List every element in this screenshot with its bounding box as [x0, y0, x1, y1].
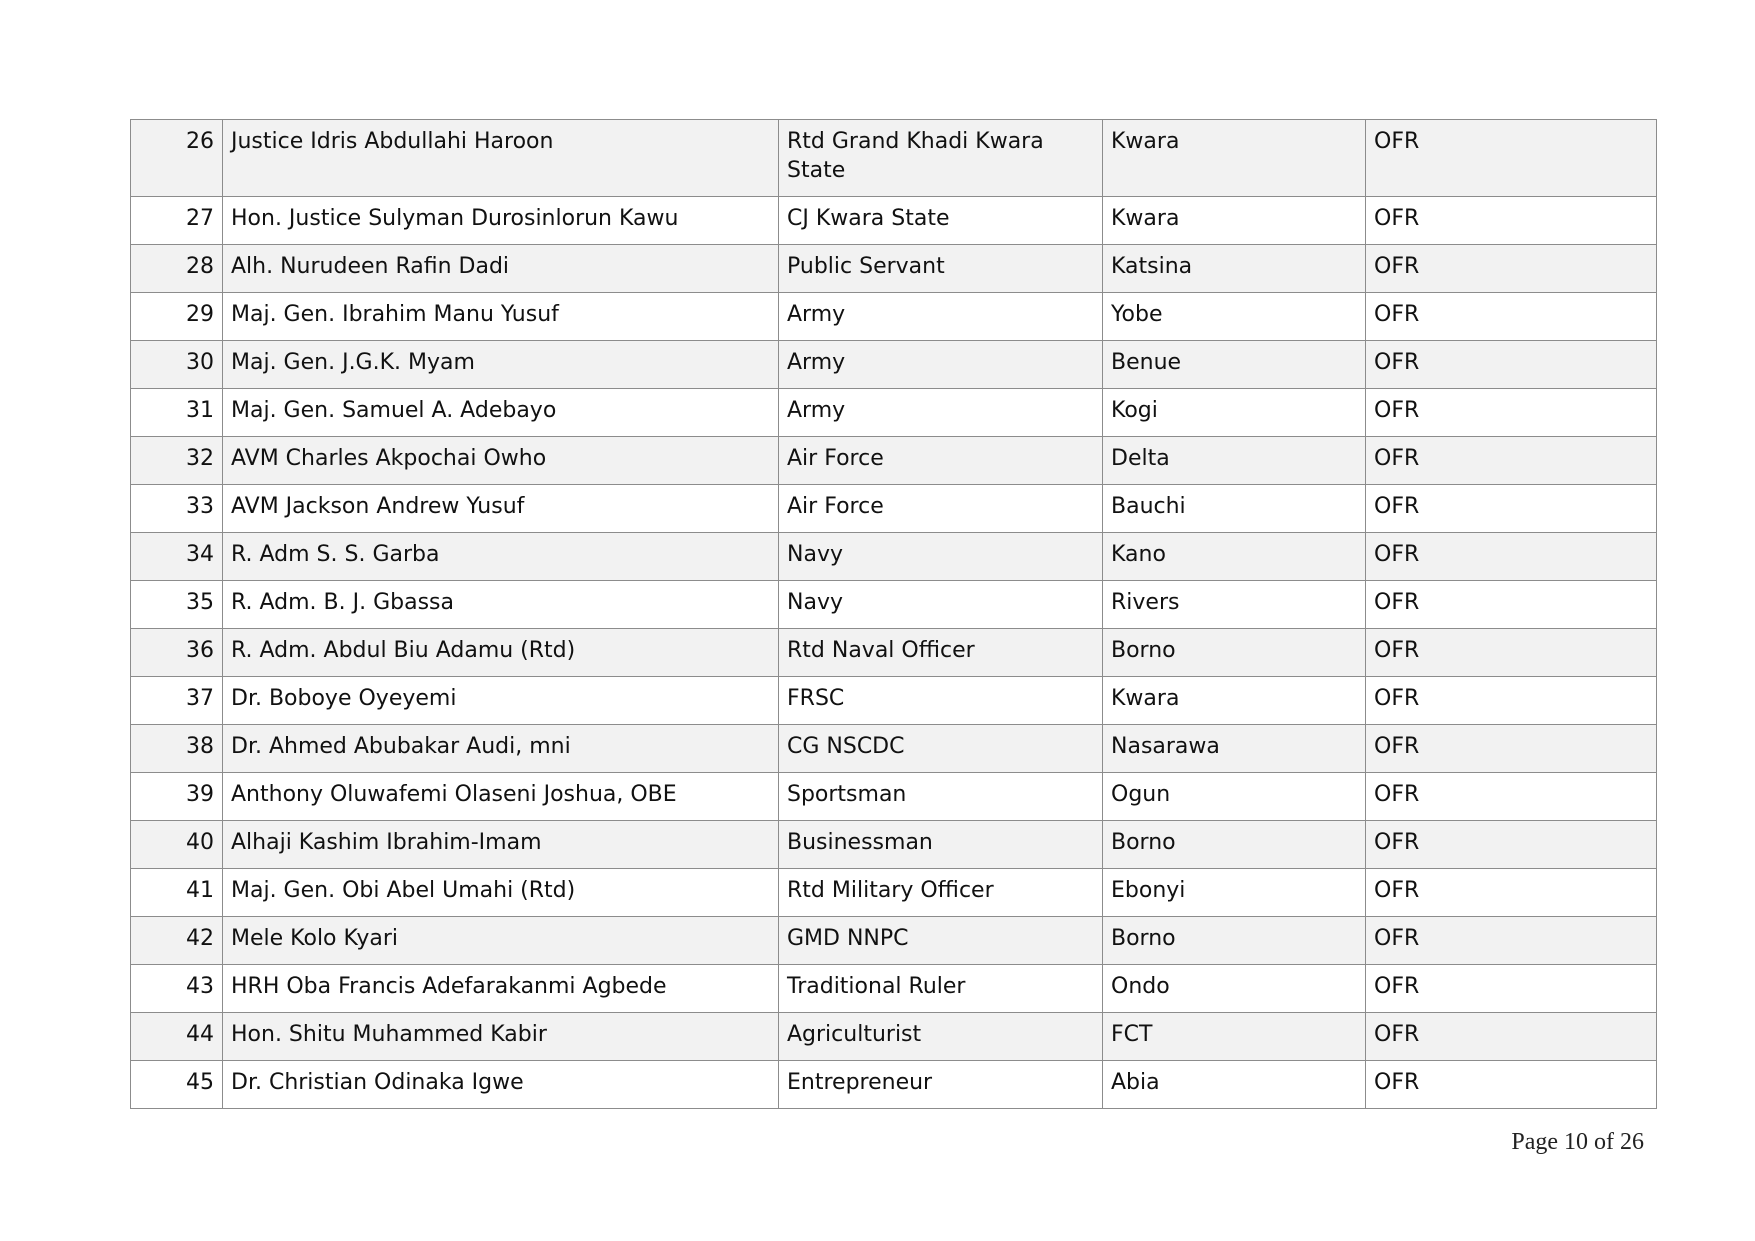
table-row [131, 533, 1657, 581]
name-cell: Alh. Nurudeen Rafin Dadi [223, 245, 779, 293]
table-row [131, 917, 1657, 965]
state-cell: Kwara [1103, 120, 1366, 197]
name-cell: Maj. Gen. Samuel A. Adebayo [223, 389, 779, 437]
name-cell: Maj. Gen. Ibrahim Manu Yusuf [223, 293, 779, 341]
award-cell: OFR [1366, 821, 1657, 869]
award-cell: OFR [1366, 677, 1657, 725]
award-cell: OFR [1366, 485, 1657, 533]
serial-number-cell: 39 [131, 773, 223, 821]
designation-cell: Rtd Grand Khadi Kwara State [779, 120, 1103, 197]
name-cell: AVM Charles Akpochai Owho [223, 437, 779, 485]
designation-cell: CG NSCDC [779, 725, 1103, 773]
state-cell: Benue [1103, 341, 1366, 389]
name-cell: Dr. Ahmed Abubakar Audi, mni [223, 725, 779, 773]
award-cell: OFR [1366, 389, 1657, 437]
state-cell: Nasarawa [1103, 725, 1366, 773]
state-cell: Katsina [1103, 245, 1366, 293]
name-cell: R. Adm. Abdul Biu Adamu (Rtd) [223, 629, 779, 677]
table-row [131, 341, 1657, 389]
table-row [131, 821, 1657, 869]
state-cell: Yobe [1103, 293, 1366, 341]
serial-number-cell: 34 [131, 533, 223, 581]
serial-number-cell: 40 [131, 821, 223, 869]
serial-number-cell: 44 [131, 1013, 223, 1061]
table-row [131, 869, 1657, 917]
award-cell: OFR [1366, 533, 1657, 581]
state-cell: Borno [1103, 917, 1366, 965]
serial-number-cell: 35 [131, 581, 223, 629]
table-row [131, 389, 1657, 437]
name-cell: HRH Oba Francis Adefarakanmi Agbede [223, 965, 779, 1013]
serial-number-cell: 31 [131, 389, 223, 437]
serial-number-cell: 42 [131, 917, 223, 965]
page-number: Page 10 of 26 [1511, 1129, 1644, 1155]
award-cell: OFR [1366, 437, 1657, 485]
award-cell: OFR [1366, 120, 1657, 197]
serial-number-cell: 28 [131, 245, 223, 293]
table-row [131, 245, 1657, 293]
table-row [131, 965, 1657, 1013]
award-cell: OFR [1366, 965, 1657, 1013]
designation-cell: Traditional Ruler [779, 965, 1103, 1013]
state-cell: FCT [1103, 1013, 1366, 1061]
state-cell: Borno [1103, 821, 1366, 869]
award-cell: OFR [1366, 917, 1657, 965]
serial-number-cell: 45 [131, 1061, 223, 1109]
serial-number-cell: 33 [131, 485, 223, 533]
serial-number-cell: 36 [131, 629, 223, 677]
designation-cell: Businessman [779, 821, 1103, 869]
state-cell: Ogun [1103, 773, 1366, 821]
serial-number-cell: 41 [131, 869, 223, 917]
serial-number-cell: 32 [131, 437, 223, 485]
state-cell: Kwara [1103, 197, 1366, 245]
table-row [131, 437, 1657, 485]
designation-cell: Air Force [779, 485, 1103, 533]
designation-cell: Entrepreneur [779, 1061, 1103, 1109]
table-row [131, 725, 1657, 773]
award-cell: OFR [1366, 341, 1657, 389]
table-row [131, 1061, 1657, 1109]
designation-cell: Navy [779, 581, 1103, 629]
state-cell: Delta [1103, 437, 1366, 485]
state-cell: Rivers [1103, 581, 1366, 629]
serial-number-cell: 29 [131, 293, 223, 341]
name-cell: R. Adm. B. J. Gbassa [223, 581, 779, 629]
table-row [131, 773, 1657, 821]
award-cell: OFR [1366, 629, 1657, 677]
name-cell: Maj. Gen. J.G.K. Myam [223, 341, 779, 389]
state-cell: Kano [1103, 533, 1366, 581]
award-cell: OFR [1366, 245, 1657, 293]
designation-cell: Public Servant [779, 245, 1103, 293]
table-row [131, 581, 1657, 629]
award-cell: OFR [1366, 197, 1657, 245]
table-row [131, 293, 1657, 341]
table-row [131, 629, 1657, 677]
serial-number-cell: 26 [131, 120, 223, 197]
name-cell: Anthony Oluwafemi Olaseni Joshua, OBE [223, 773, 779, 821]
designation-cell: Navy [779, 533, 1103, 581]
award-cell: OFR [1366, 1061, 1657, 1109]
table-row [131, 1013, 1657, 1061]
award-cell: OFR [1366, 869, 1657, 917]
state-cell: Kwara [1103, 677, 1366, 725]
serial-number-cell: 27 [131, 197, 223, 245]
name-cell: Maj. Gen. Obi Abel Umahi (Rtd) [223, 869, 779, 917]
name-cell: R. Adm S. S. Garba [223, 533, 779, 581]
designation-cell: CJ Kwara State [779, 197, 1103, 245]
designation-cell: FRSC [779, 677, 1103, 725]
state-cell: Ebonyi [1103, 869, 1366, 917]
award-cell: OFR [1366, 773, 1657, 821]
serial-number-cell: 43 [131, 965, 223, 1013]
honours-table [130, 119, 1657, 1109]
designation-cell: Army [779, 389, 1103, 437]
state-cell: Abia [1103, 1061, 1366, 1109]
designation-cell: GMD NNPC [779, 917, 1103, 965]
name-cell: Hon. Shitu Muhammed Kabir [223, 1013, 779, 1061]
name-cell: Dr. Boboye Oyeyemi [223, 677, 779, 725]
designation-cell: Rtd Naval Officer [779, 629, 1103, 677]
designation-cell: Army [779, 341, 1103, 389]
name-cell: AVM Jackson Andrew Yusuf [223, 485, 779, 533]
state-cell: Borno [1103, 629, 1366, 677]
serial-number-cell: 38 [131, 725, 223, 773]
designation-cell: Air Force [779, 437, 1103, 485]
name-cell: Justice Idris Abdullahi Haroon [223, 120, 779, 197]
designation-cell: Agriculturist [779, 1013, 1103, 1061]
award-cell: OFR [1366, 725, 1657, 773]
state-cell: Kogi [1103, 389, 1366, 437]
designation-cell: Rtd Military Officer [779, 869, 1103, 917]
award-cell: OFR [1366, 581, 1657, 629]
table-body [131, 120, 1657, 1109]
state-cell: Bauchi [1103, 485, 1366, 533]
designation-cell: Army [779, 293, 1103, 341]
name-cell: Alhaji Kashim Ibrahim-Imam [223, 821, 779, 869]
state-cell: Ondo [1103, 965, 1366, 1013]
serial-number-cell: 30 [131, 341, 223, 389]
table-row [131, 197, 1657, 245]
serial-number-cell: 37 [131, 677, 223, 725]
award-cell: OFR [1366, 293, 1657, 341]
table-row [131, 485, 1657, 533]
designation-cell: Sportsman [779, 773, 1103, 821]
award-cell: OFR [1366, 1013, 1657, 1061]
name-cell: Hon. Justice Sulyman Durosinlorun Kawu [223, 197, 779, 245]
name-cell: Dr. Christian Odinaka Igwe [223, 1061, 779, 1109]
table-row [131, 677, 1657, 725]
name-cell: Mele Kolo Kyari [223, 917, 779, 965]
table-row [131, 120, 1657, 197]
